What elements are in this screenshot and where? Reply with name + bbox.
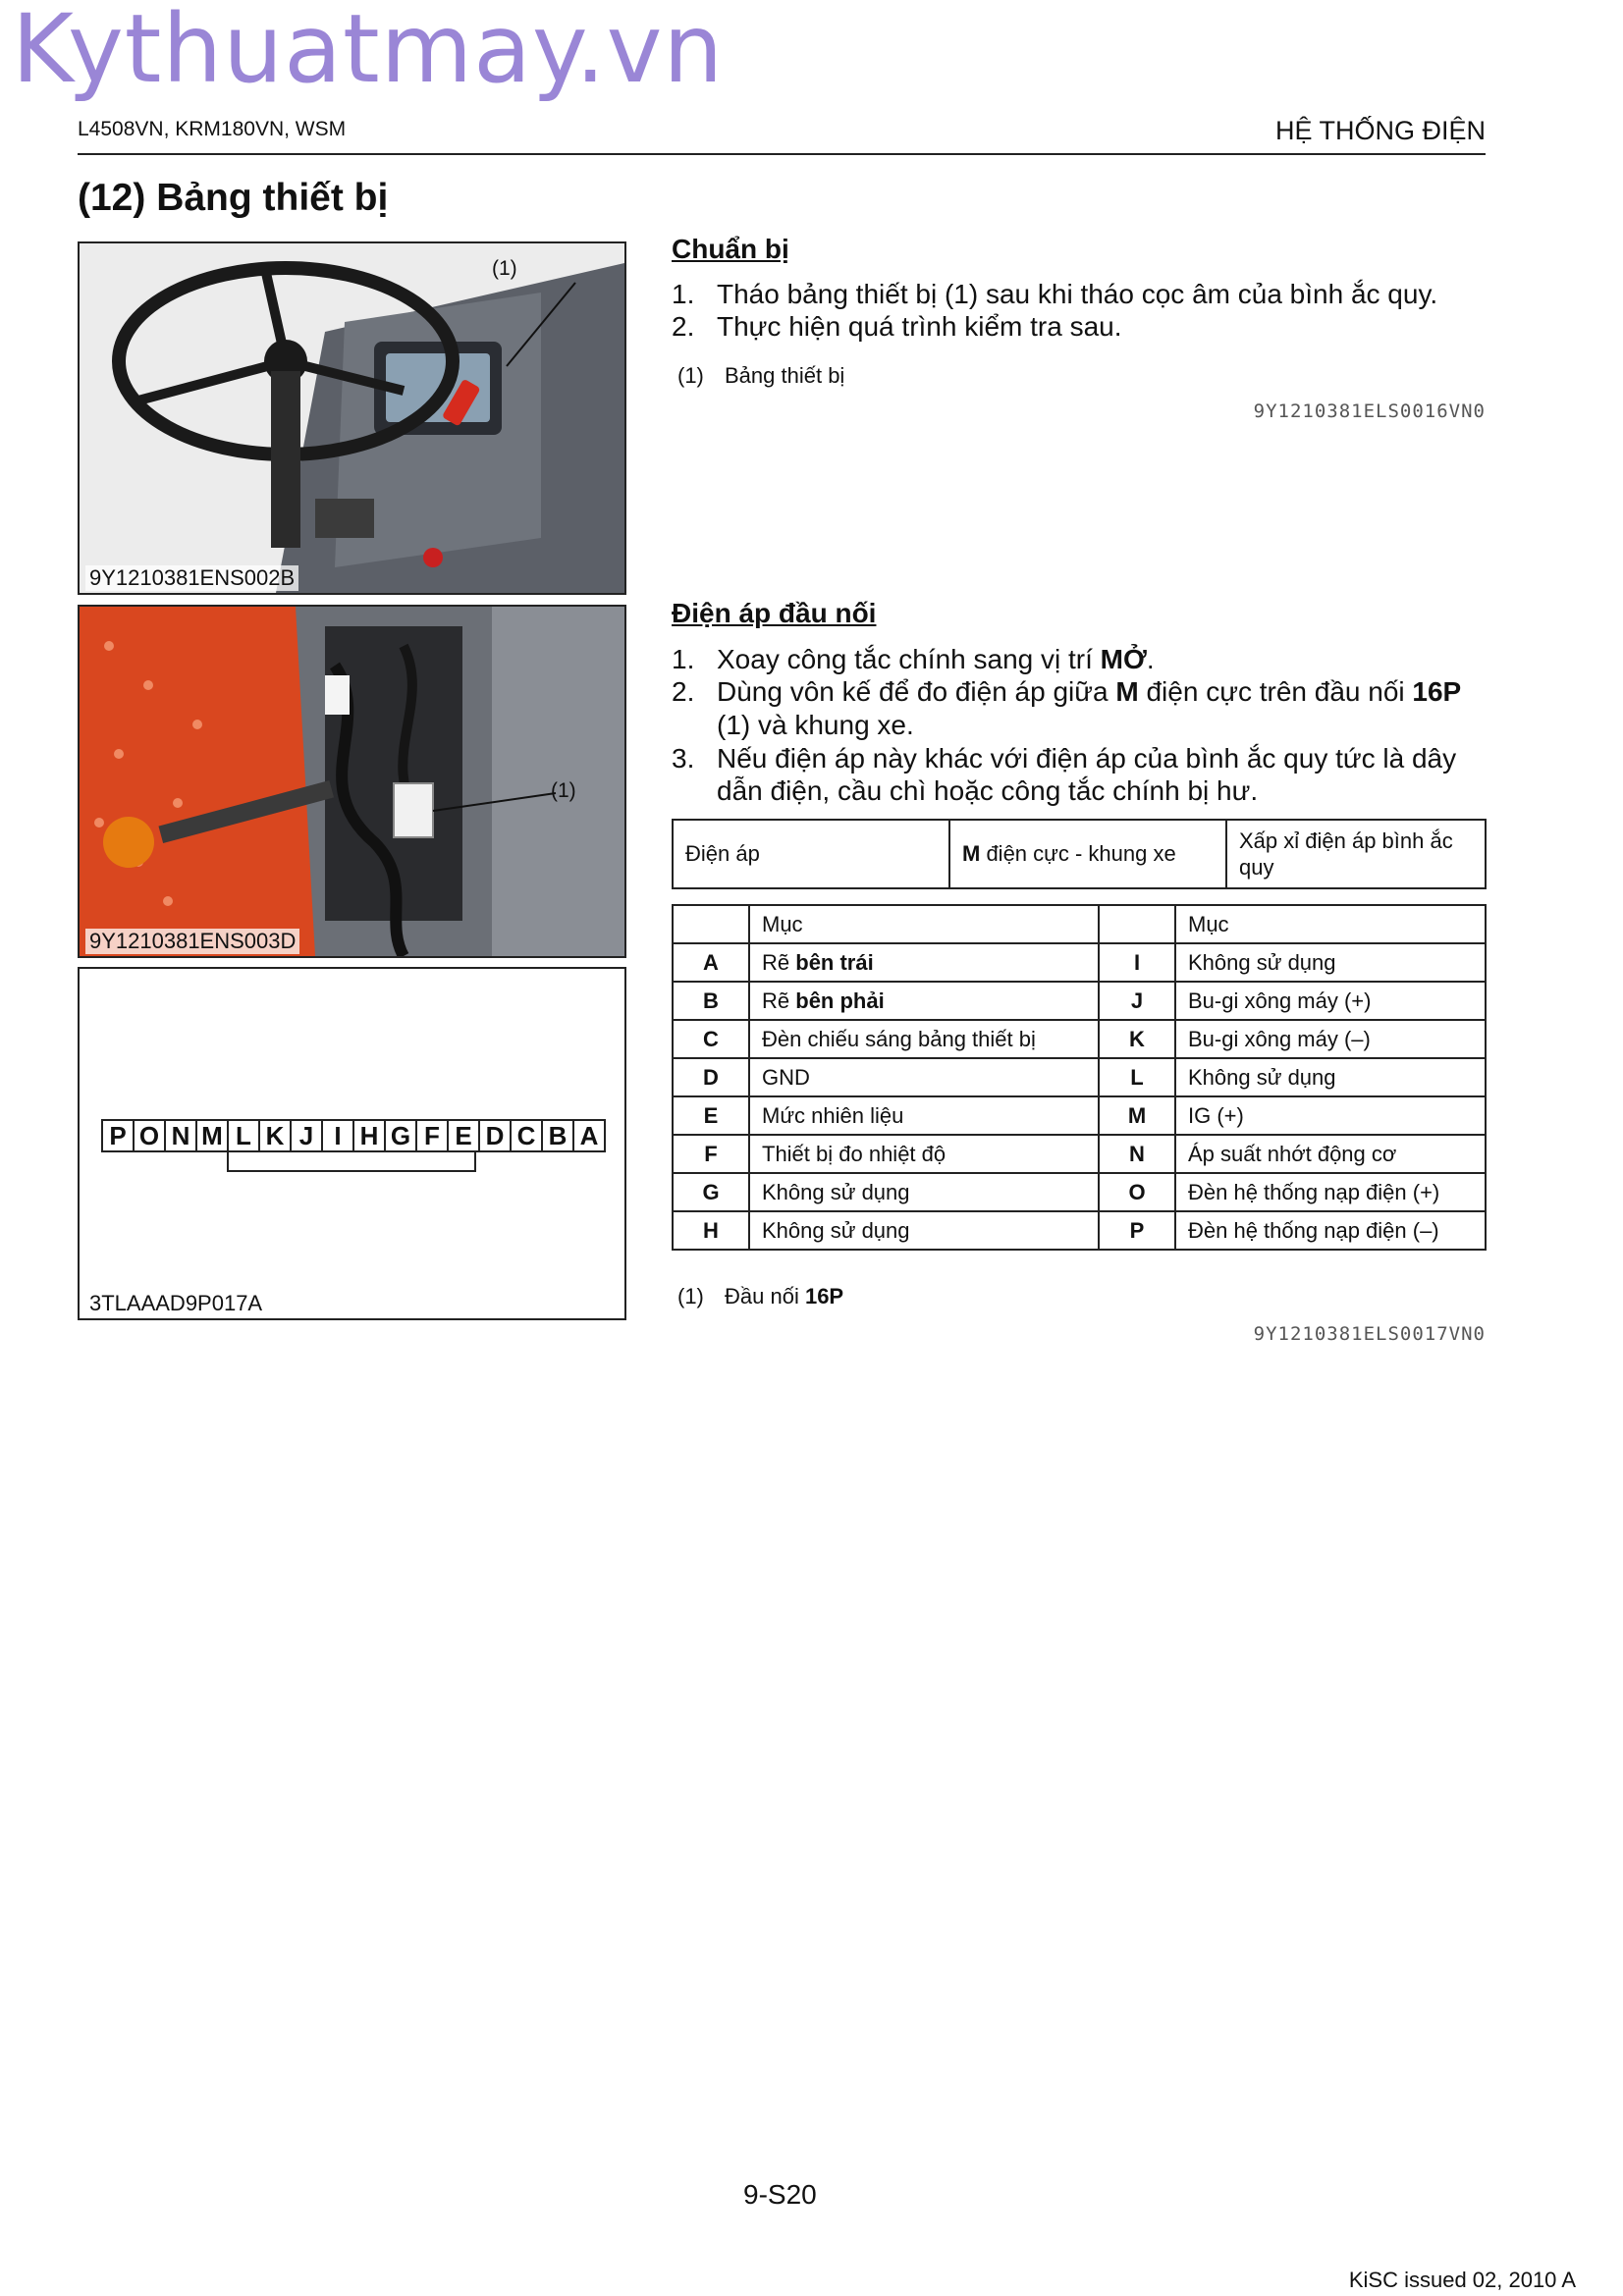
pin-desc	[749, 1211, 1099, 1250]
pin-id: D	[673, 1058, 749, 1096]
pin-label: I	[321, 1121, 352, 1150]
pin-id: J	[1099, 982, 1175, 1020]
pin-label: O	[133, 1121, 164, 1150]
pin-desc-text: Rẽ	[762, 988, 796, 1013]
step-text-bold: M	[1115, 676, 1139, 707]
header-rule	[78, 153, 1486, 155]
issue-info: KiSC issued 02, 2010 A	[1348, 2268, 1576, 2292]
note-label: Bảng thiết bị	[725, 363, 845, 388]
pin-header-blank	[673, 905, 749, 943]
step-number: 2.	[672, 676, 695, 707]
pin-label: B	[541, 1121, 572, 1150]
table-row	[673, 1058, 1486, 1096]
prep-heading: Chuẩn bị	[672, 234, 789, 264]
step-text-bold: 16P	[1412, 676, 1462, 707]
pin-header-blank	[1099, 905, 1175, 943]
step-text: Thực hiện quá trình kiểm tra sau.	[717, 311, 1122, 342]
pin-desc	[749, 982, 1099, 1020]
voltage-step-2	[672, 675, 1487, 708]
figure-connector-photo	[78, 605, 626, 958]
pin-header-item: Mục	[1175, 905, 1486, 943]
pin-id: L	[1099, 1058, 1175, 1096]
figure-1-callout: (1)	[492, 257, 517, 280]
header-chapter: HỆ THỐNG ĐIỆN	[1274, 116, 1486, 145]
pin-desc-bold: bên phải	[795, 988, 885, 1013]
pin-id: E	[673, 1096, 749, 1135]
step-text-end: .	[1146, 644, 1155, 674]
pin-label: L	[227, 1121, 258, 1150]
step-text-bold: MỞ	[1100, 644, 1147, 674]
pin-row	[101, 1119, 606, 1152]
step-number: 3.	[672, 743, 695, 774]
table-row	[673, 1211, 1486, 1250]
connector-latch	[227, 1152, 476, 1172]
note-label: Đầu nối	[725, 1284, 805, 1308]
table-row	[673, 1135, 1486, 1173]
pin-id: M	[1099, 1096, 1175, 1135]
voltage-step-2-cont: (1) và khung xe.	[717, 710, 914, 740]
pin-desc-bold: bên trái	[795, 949, 874, 975]
pin-desc	[749, 1058, 1099, 1096]
voltage-note	[677, 1284, 843, 1309]
pin-id: P	[1099, 1211, 1175, 1250]
pin-label: G	[384, 1121, 415, 1150]
pin-label: M	[195, 1121, 227, 1150]
pin-id: N	[1099, 1135, 1175, 1173]
pin-label: J	[290, 1121, 321, 1150]
step-number: 2.	[672, 311, 695, 342]
figure-instrument-panel-photo	[78, 241, 626, 595]
connector-wiring-illustration	[80, 607, 624, 956]
pin-id: K	[1099, 1020, 1175, 1058]
table-row	[673, 943, 1486, 982]
pin-desc-text: Không sử dụng	[762, 1179, 910, 1204]
table-row	[673, 982, 1486, 1020]
pin-id: C	[673, 1020, 749, 1058]
figure-2-caption: 9Y1210381ENS003D	[85, 929, 299, 954]
spec-label: Điện áp	[673, 820, 949, 888]
pin-label: F	[415, 1121, 447, 1150]
pin-id: B	[673, 982, 749, 1020]
pin-desc-text: Rẽ	[762, 949, 796, 975]
pin-desc-text: Mức nhiên liệu	[762, 1102, 904, 1128]
voltage-step-3-cont: dẫn điện, cầu chì hoặc công tắc chính bị hư.	[717, 775, 1259, 806]
voltage-step-3	[672, 742, 1456, 774]
pin-label: E	[447, 1121, 478, 1150]
pin-id: A	[673, 943, 749, 982]
step-number: 1.	[672, 279, 695, 309]
pin-desc: Áp suất nhớt động cơ	[1175, 1135, 1486, 1173]
step-text: Xoay công tắc chính sang vị trí	[717, 644, 1101, 674]
prep-note	[677, 363, 844, 389]
pin-desc: Không sử dụng	[1175, 1058, 1486, 1096]
pin-desc: Đèn hệ thống nạp điện (+)	[1175, 1173, 1486, 1211]
pin-id: F	[673, 1135, 749, 1173]
spec-measurement-bold: M	[962, 841, 981, 866]
pin-desc: Đèn hệ thống nạp điện (–)	[1175, 1211, 1486, 1250]
pin-desc-text: Không sử dụng	[762, 1217, 910, 1243]
pin-label: K	[258, 1121, 290, 1150]
spec-measurement	[949, 820, 1226, 888]
step-text: Tháo bảng thiết bị (1) sau khi tháo cọc âm của bình ắc quy.	[717, 279, 1438, 309]
step-number: 1.	[672, 644, 695, 674]
pin-function-table	[672, 904, 1487, 1251]
pin-desc-text: GND	[762, 1064, 810, 1090]
prep-step-2	[672, 310, 1122, 343]
pin-header-item: Mục	[749, 905, 1099, 943]
page-number: 9-S20	[743, 2179, 817, 2210]
pin-desc: Không sử dụng	[1175, 943, 1486, 982]
figure-2-callout: (1)	[551, 779, 576, 802]
pin-desc: Bu-gi xông máy (+)	[1175, 982, 1486, 1020]
instrument-panel-illustration	[80, 243, 624, 593]
pin-desc	[749, 1135, 1099, 1173]
pin-id: O	[1099, 1173, 1175, 1211]
pin-label: N	[164, 1121, 195, 1150]
pin-desc: IG (+)	[1175, 1096, 1486, 1135]
prep-step-1	[672, 278, 1437, 310]
figure-connector-pinout	[78, 967, 626, 1320]
table-row	[673, 1173, 1486, 1211]
pin-label: C	[510, 1121, 541, 1150]
pin-desc	[749, 1096, 1099, 1135]
step-text: Dùng vôn kế để đo điện áp giữa	[717, 676, 1116, 707]
pin-label: P	[109, 1121, 127, 1150]
prep-reference-code: 9Y1210381ELS0016VN0	[1253, 400, 1486, 422]
voltage-heading: Điện áp đầu nối	[672, 598, 877, 628]
watermark: Kythuatmay.vn	[12, 0, 725, 104]
pin-desc-text: Đèn chiếu sáng bảng thiết bị	[762, 1026, 1036, 1051]
table-row	[673, 1096, 1486, 1135]
figure-1-caption: 9Y1210381ENS002B	[85, 565, 298, 591]
voltage-reference-code: 9Y1210381ELS0017VN0	[1253, 1323, 1486, 1345]
section-title: (12) Bảng thiết bị	[78, 177, 389, 219]
step-text: điện cực trên đầu nối	[1138, 676, 1413, 707]
note-number: (1)	[677, 1284, 704, 1308]
note-label-bold: 16P	[804, 1284, 844, 1308]
spec-measurement-text: điện cực - khung xe	[980, 841, 1176, 866]
spec-value: Xấp xỉ điện áp bình ắc quy	[1226, 820, 1486, 888]
pin-id: H	[673, 1211, 749, 1250]
table-row	[673, 1020, 1486, 1058]
pin-desc-text: Thiết bị đo nhiệt độ	[762, 1141, 947, 1166]
voltage-step-1	[672, 643, 1155, 675]
pin-desc	[749, 1020, 1099, 1058]
header-model: L4508VN, KRM180VN, WSM	[78, 118, 347, 140]
pin-id: G	[673, 1173, 749, 1211]
voltage-spec-table	[672, 819, 1487, 889]
pin-label: A	[572, 1121, 604, 1150]
pin-label: H	[352, 1121, 384, 1150]
step-text: Nếu điện áp này khác với điện áp của bình ắc quy tức là dây	[717, 743, 1457, 774]
pin-label: D	[478, 1121, 510, 1150]
pin-desc: Bu-gi xông máy (–)	[1175, 1020, 1486, 1058]
pin-desc	[749, 943, 1099, 982]
figure-3-caption: 3TLAAAD9P017A	[89, 1291, 263, 1315]
pin-id: I	[1099, 943, 1175, 982]
note-number: (1)	[677, 363, 704, 388]
pin-desc	[749, 1173, 1099, 1211]
